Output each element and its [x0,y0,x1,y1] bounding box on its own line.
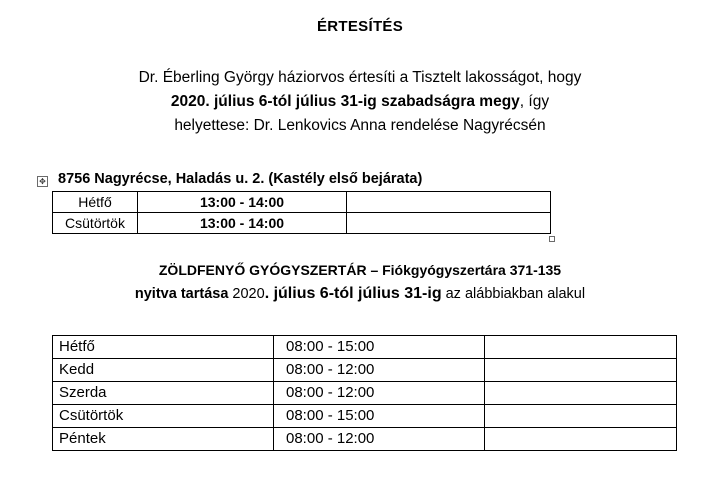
day-cell: Péntek [53,428,274,451]
empty-cell [347,213,551,234]
intro-paragraph [0,66,720,138]
table-row [53,382,677,405]
intro-line-2-tail: , így [519,93,550,110]
empty-cell [485,336,677,359]
intro-vacation-dates: . július 6-tól július 31-ig szabadságra megy [205,93,520,110]
intro-line-2 [0,90,720,114]
intro-line-1: Dr. Éberling György háziorvos értesíti a Tisztelt lakosságot, hogy [138,69,582,86]
day-cell: Hétfő [53,336,274,359]
page-title: ÉRTESÍTÉS [316,18,404,35]
table-row [53,428,677,451]
day-cell: Csütörtök [53,405,274,428]
empty-cell [485,359,677,382]
time-cell: 08:00 - 12:00 [274,382,485,405]
empty-cell [347,192,551,213]
table-resize-handle[interactable] [549,236,555,242]
day-cell: Hétfő [53,192,138,213]
time-cell: 08:00 - 15:00 [274,405,485,428]
empty-cell [485,428,677,451]
doctor-address: 8756 Nagyrécse, Haladás u. 2. (Kastély első bejárata) [58,171,423,187]
table-row [53,192,551,213]
time-cell: 13:00 - 14:00 [138,192,347,213]
time-cell: 08:00 - 12:00 [274,359,485,382]
pharmacy-schedule-table [52,335,677,451]
day-cell: Csütörtök [53,213,138,234]
pharmacy-hours-tail: az alábbiakban alakul [441,286,586,302]
pharmacy-hours-line [0,285,720,303]
table-move-handle-icon[interactable]: ✥ [37,176,48,187]
pharmacy-hours-dates: . július 6-tól július 31-ig [264,285,442,302]
time-cell: 08:00 - 12:00 [274,428,485,451]
day-cell: Kedd [53,359,274,382]
table-row [53,213,551,234]
time-cell: 13:00 - 14:00 [138,213,347,234]
pharmacy-hours-label: nyitva tartása [134,286,229,302]
empty-cell [485,382,677,405]
pharmacy-hours-year: 2020 [228,286,265,302]
table-row [53,336,677,359]
time-cell: 08:00 - 15:00 [274,336,485,359]
empty-cell [485,405,677,428]
doctor-schedule-table [52,191,551,234]
pharmacy-name: ZÖLDFENYŐ GYÓGYSZERTÁR – Fiókgyógyszertára 371-135 [158,262,562,278]
table-row [53,359,677,382]
day-cell: Szerda [53,382,274,405]
table-row [53,405,677,428]
intro-year: 2020 [170,93,206,110]
intro-line-3: helyettese: Dr. Lenkovics Anna rendelése Nagyrécsén [174,117,546,134]
